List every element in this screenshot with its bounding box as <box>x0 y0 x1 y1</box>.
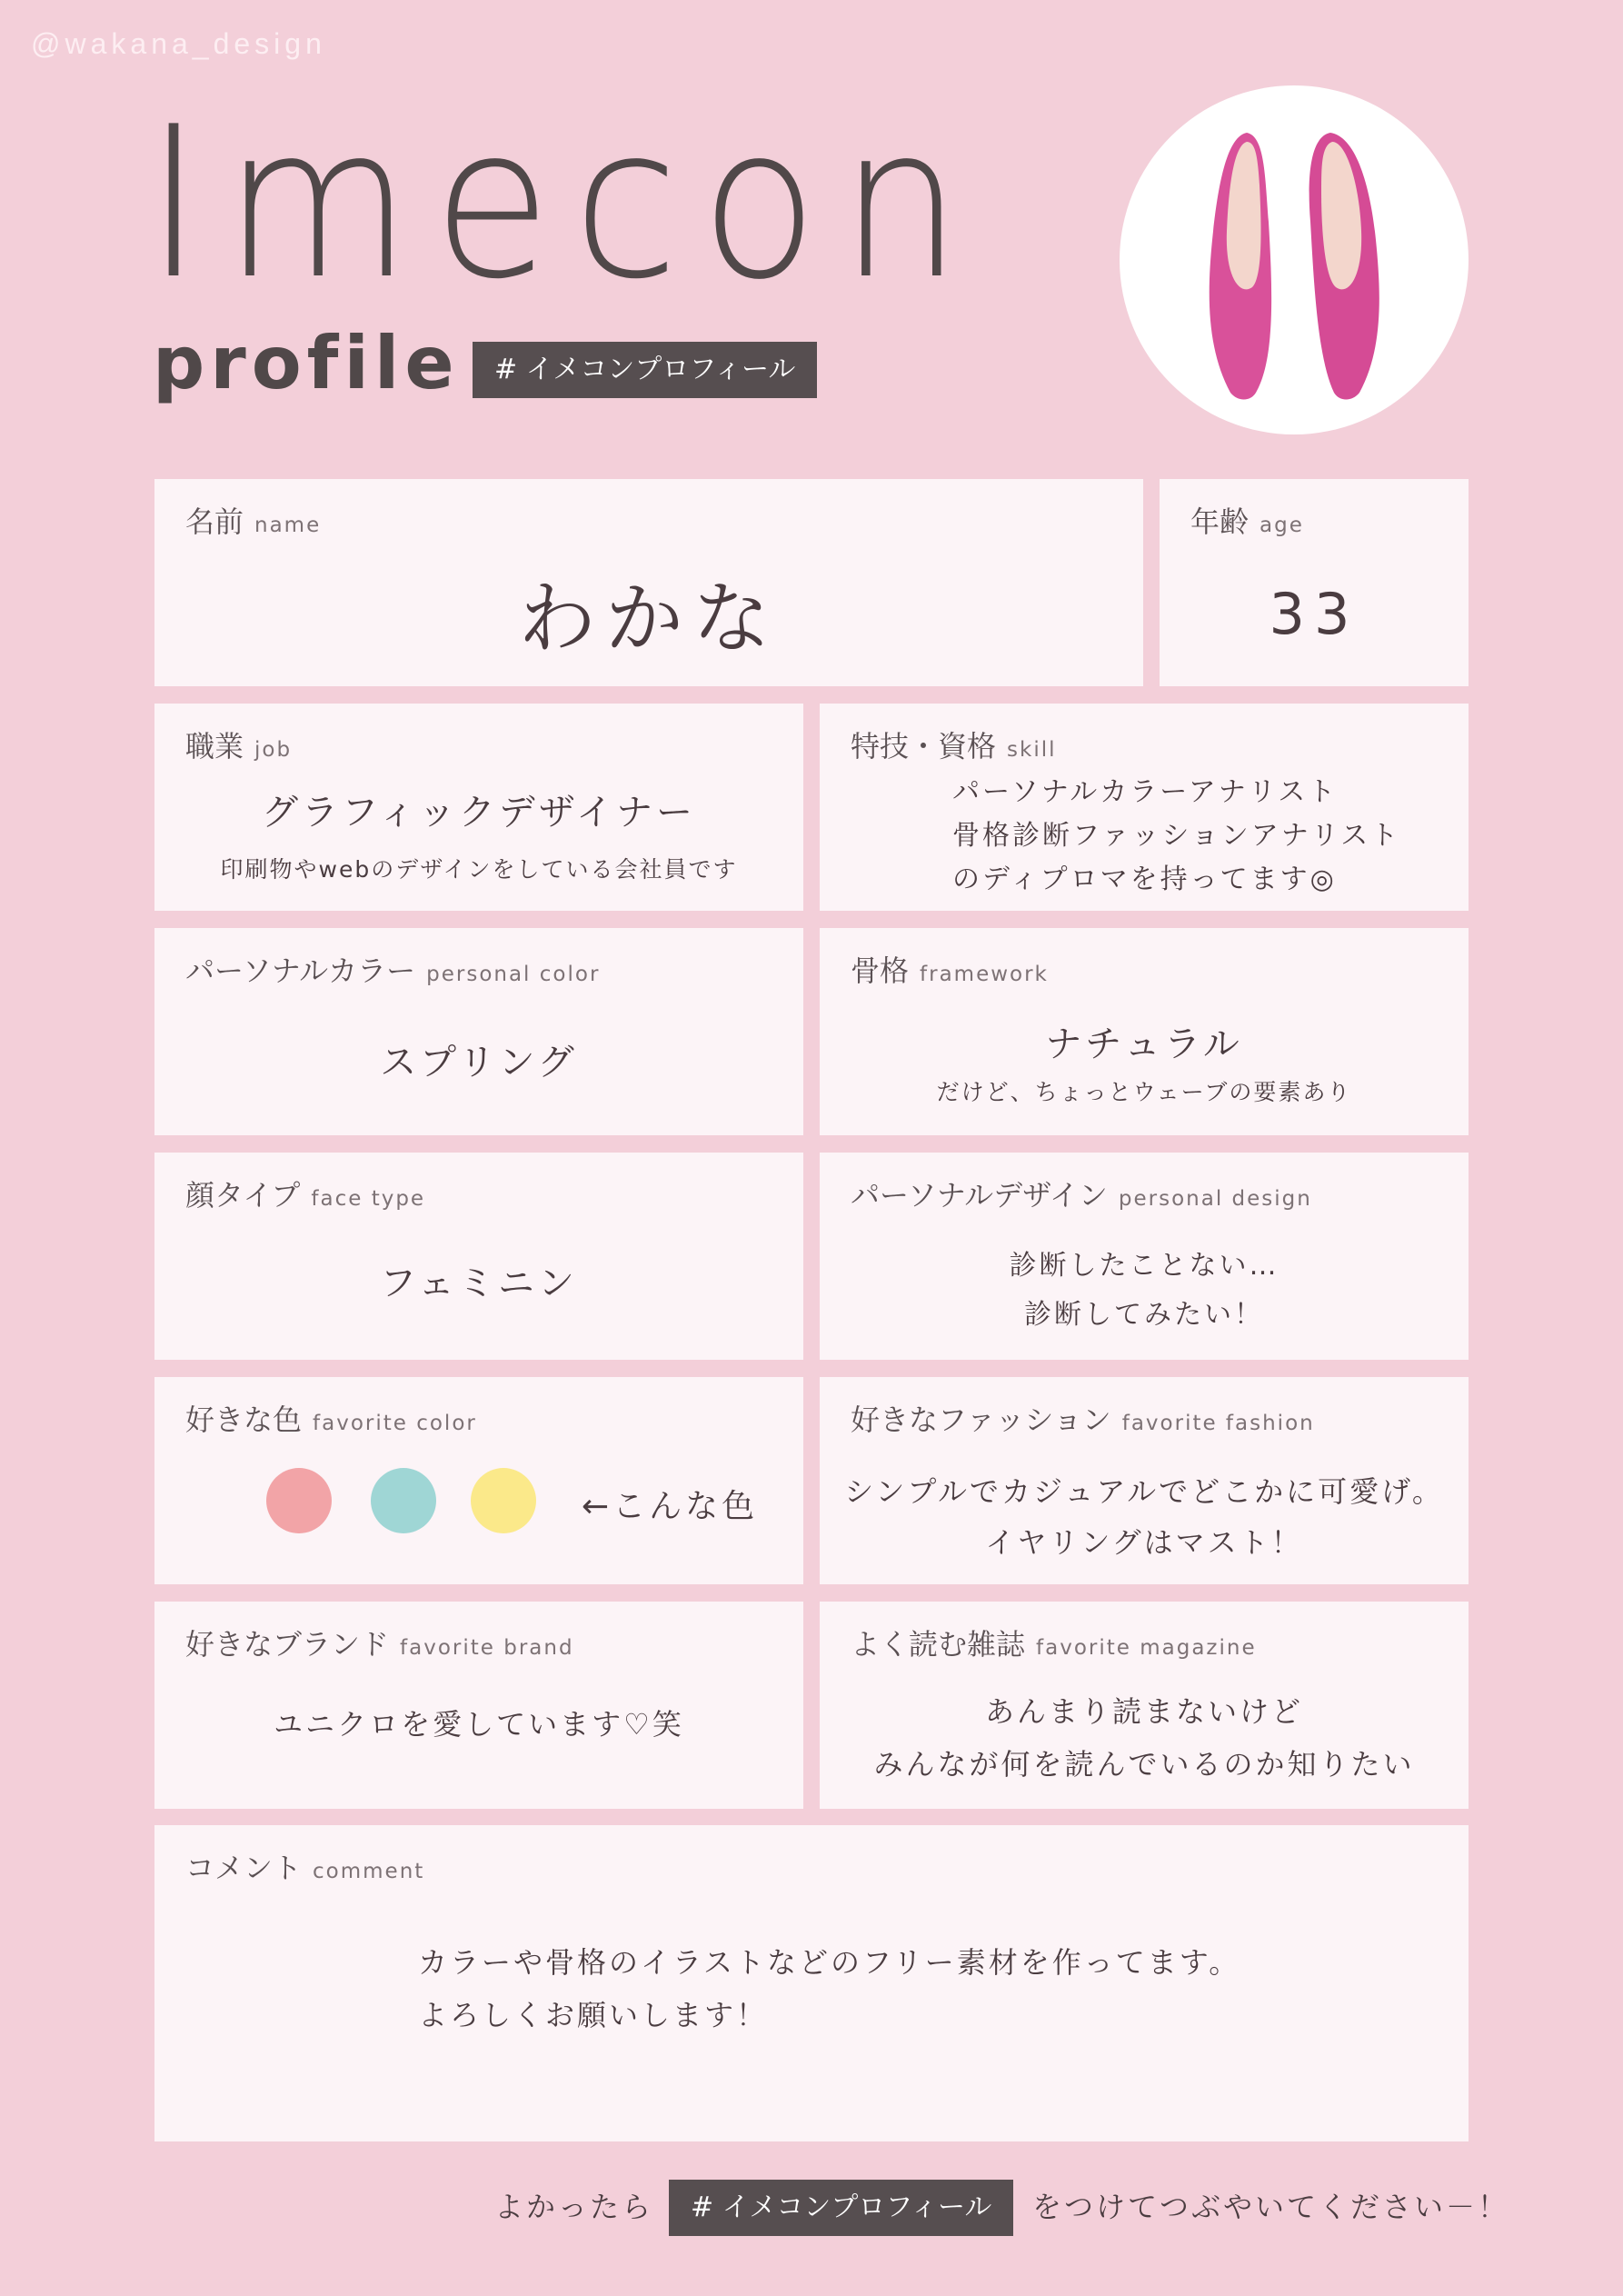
personal-design-lines <box>820 1242 1469 1340</box>
favorite-color-note: ←こんな色 <box>582 1488 759 1525</box>
photo-circle <box>1120 85 1469 434</box>
footer-hashtag-badge: # イメコンプロフィール <box>669 2180 1013 2236</box>
comment-lines <box>418 1936 1469 2041</box>
footer-before: よかったら <box>494 2190 654 2224</box>
job-note: 印刷物やwebのデザインをしている会社員です <box>220 856 738 883</box>
age-value: 33 <box>1269 581 1359 647</box>
face-type-card <box>154 1153 803 1360</box>
name-value: わかな <box>518 574 780 664</box>
skill-card <box>820 704 1469 911</box>
skill-lines <box>952 771 1469 902</box>
skill-line: 骨格診断ファッションアナリスト <box>952 820 1401 852</box>
favorite-fashion-lines <box>820 1466 1469 1568</box>
face-type-value: フェミニン <box>380 1263 578 1304</box>
favorite-magazine-card <box>820 1602 1469 1809</box>
color-swatch <box>266 1468 332 1533</box>
comment-card <box>154 1825 1469 2141</box>
job-card <box>154 704 803 911</box>
age-label: 年齢 age <box>1190 504 1304 539</box>
favorite-fashion-label: 好きなファッション favorite fashion <box>851 1403 1315 1437</box>
name-label: 名前 name <box>185 504 322 539</box>
job-label: 職業 job <box>185 729 293 764</box>
footer-after: をつけてつぶやいてください－！ <box>1032 2190 1510 2224</box>
comment-label: コメント comment <box>185 1851 425 1885</box>
page-title: Imecon <box>145 83 984 325</box>
favorite-fashion-card <box>820 1377 1469 1584</box>
personal-design-line: 診断してみたい！ <box>1024 1299 1264 1331</box>
personal-color-card <box>154 928 803 1135</box>
watermark: @wakana_design <box>31 27 326 60</box>
framework-card <box>820 928 1469 1135</box>
comment-line: よろしくお願いします！ <box>418 1998 769 2032</box>
framework-note: だけど、ちょっとウェーブの要素あり <box>936 1079 1352 1105</box>
framework-value: ナチュラル <box>1045 1023 1243 1065</box>
favorite-brand-card <box>154 1602 803 1809</box>
personal-color-value: スプリング <box>380 1042 578 1083</box>
favorite-magazine-label: よく読む雑誌 favorite magazine <box>851 1627 1257 1662</box>
skill-label: 特技・資格 skill <box>851 729 1057 764</box>
framework-label: 骨格 framework <box>851 953 1049 988</box>
favorite-fashion-line: シンプルでカジュアルでどこかに可愛げ。 <box>844 1474 1444 1509</box>
favorite-fashion-line: イヤリングはマスト！ <box>985 1525 1303 1560</box>
personal-color-label: パーソナルカラー personal color <box>185 953 601 988</box>
favorite-brand-value: ユニクロを愛しています♡笑 <box>274 1707 684 1742</box>
page-subtitle: profile <box>153 321 460 405</box>
age-card <box>1160 479 1469 686</box>
favorite-magazine-line: みんなが何を読んでいるのか知りたい <box>873 1747 1415 1782</box>
hashtag-badge: # イメコンプロフィール <box>473 342 817 398</box>
job-value: グラフィックデザイナー <box>262 792 696 834</box>
color-swatch <box>471 1468 536 1533</box>
pink-pumps-icon <box>1120 85 1469 434</box>
face-type-label: 顔タイプ face type <box>185 1178 426 1213</box>
skill-line: のディプロマを持ってます◎ <box>952 863 1337 895</box>
personal-design-card <box>820 1153 1469 1360</box>
favorite-brand-label: 好きなブランド favorite brand <box>185 1627 574 1662</box>
comment-line: カラーや骨格のイラストなどのフリー素材を作ってます。 <box>418 1945 1241 1980</box>
favorite-magazine-lines <box>820 1685 1469 1791</box>
name-card <box>154 479 1143 686</box>
skill-line: パーソナルカラーアナリスト <box>952 776 1339 808</box>
favorite-color-label: 好きな色 favorite color <box>185 1403 477 1437</box>
favorite-magazine-line: あんまり読まないけど <box>984 1694 1303 1729</box>
color-swatch <box>371 1468 436 1533</box>
personal-design-label: パーソナルデザイン personal design <box>851 1178 1312 1213</box>
favorite-color-card <box>154 1377 803 1584</box>
personal-design-line: 診断したことない… <box>1009 1250 1279 1282</box>
